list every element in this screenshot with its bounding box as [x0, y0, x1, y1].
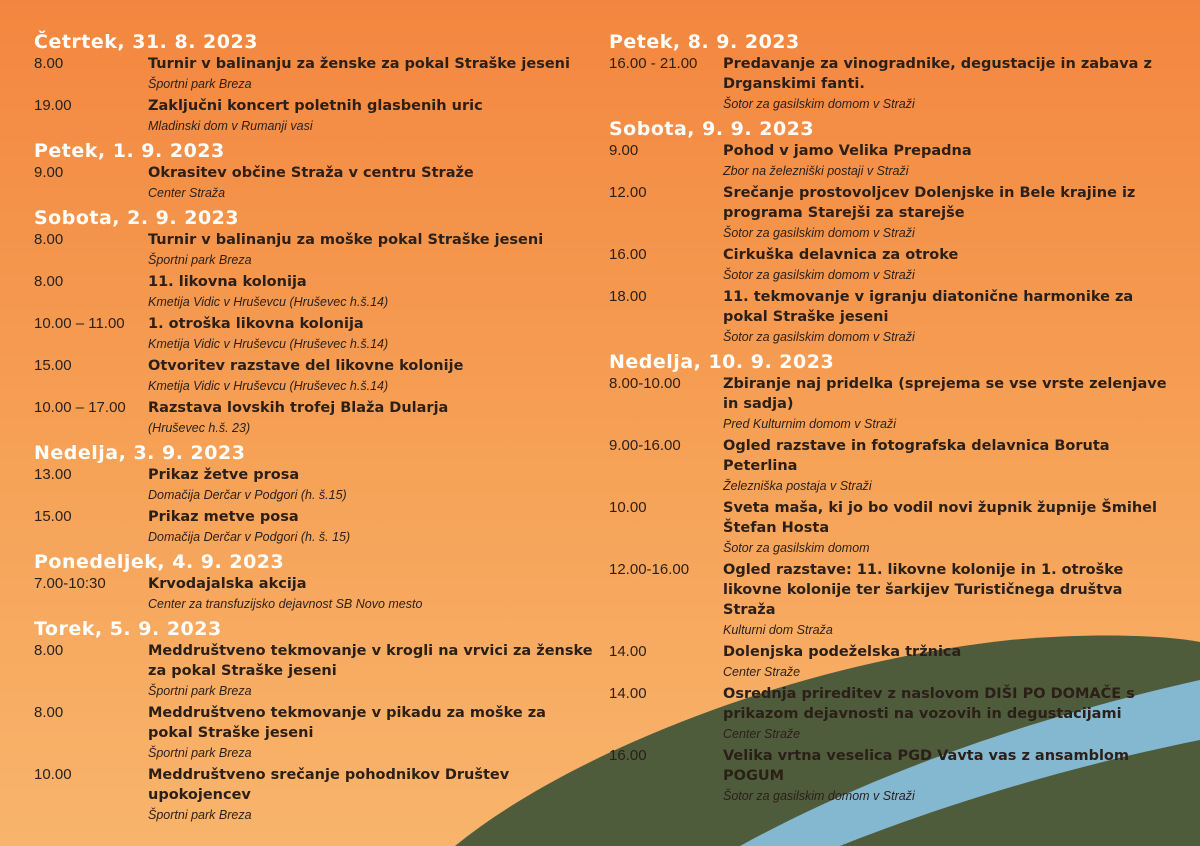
day-heading: Petek, 1. 9. 2023 — [34, 140, 225, 162]
day-heading: Petek, 8. 9. 2023 — [609, 31, 800, 53]
event-time: 8.00-10.00 — [609, 375, 681, 392]
event-title: Sveta maša, ki jo bo vodil novi župnik župnije Šmihel Štefan Hosta — [723, 500, 1157, 536]
event-row — [34, 507, 594, 546]
event-time: 12.00-16.00 — [609, 561, 690, 578]
event-title: 11. likovna kolonija — [148, 274, 307, 290]
event-location: Center Straža — [148, 186, 226, 200]
event-info — [148, 272, 594, 311]
event-info — [723, 141, 1179, 180]
event-row — [34, 703, 594, 762]
event-row — [34, 574, 594, 613]
day-section — [34, 441, 594, 546]
event-info — [723, 54, 1179, 113]
event-time: 18.00 — [609, 288, 647, 305]
event-location: Center Straže — [723, 665, 801, 679]
event-location: Center za transfuzijsko dejavnost SB Novo mesto — [148, 597, 423, 611]
event-time: 12.00 — [609, 184, 647, 201]
event-title: Turnir v balinanju za moške pokal Straške jeseni — [148, 232, 544, 248]
event-location: Športni park Breza — [148, 77, 252, 91]
event-location: Kmetija Vidic v Hruševcu (Hruševec h.š.14) — [148, 295, 389, 309]
event-row — [609, 183, 1179, 242]
event-location: Pred Kulturnim domom v Straži — [723, 417, 896, 431]
event-info — [723, 642, 1179, 681]
event-info — [148, 574, 594, 613]
event-row — [609, 746, 1179, 805]
event-info — [723, 183, 1179, 242]
event-time: 19.00 — [34, 97, 72, 114]
event-title: Zbiranje naj pridelka (sprejema se vse vrste zelenjave in sadja) — [723, 376, 1167, 412]
event-location: Kulturni dom Straža — [723, 623, 833, 637]
event-title: Ogled razstave in fotografska delavnica Boruta Peterlina — [723, 438, 1110, 474]
event-info — [148, 163, 594, 202]
event-row — [609, 642, 1179, 681]
day-section — [609, 350, 1179, 805]
event-time: 14.00 — [609, 685, 647, 702]
event-title: 11. tekmovanje v igranju diatonične harmonike za pokal Straške jeseni — [723, 289, 1134, 325]
event-location: Šotor za gasilskim domom v Straži — [723, 330, 915, 344]
event-time: 13.00 — [34, 466, 72, 483]
event-row — [34, 163, 594, 202]
event-row — [609, 560, 1179, 639]
event-time: 8.00 — [34, 704, 64, 721]
day-section — [34, 206, 594, 437]
event-title: Pohod v jamo Velika Prepadna — [723, 143, 972, 159]
event-location: Domačija Derčar v Podgori (h. š.15) — [148, 488, 347, 502]
event-info — [148, 314, 594, 353]
event-location: Športni park Breza — [148, 746, 252, 760]
event-info — [148, 641, 594, 700]
event-row — [34, 398, 594, 437]
event-location: Športni park Breza — [148, 808, 252, 822]
right-column — [609, 30, 1179, 809]
event-row — [609, 54, 1179, 113]
event-info — [148, 356, 594, 395]
day-heading: Nedelja, 3. 9. 2023 — [34, 442, 246, 464]
event-time: 8.00 — [34, 642, 64, 659]
event-location: Zbor na železniški postaji v Straži — [723, 164, 909, 178]
event-row — [609, 374, 1179, 433]
event-info — [723, 436, 1179, 495]
event-title: Okrasitev občine Straža v centru Straže — [148, 165, 474, 181]
event-title: Meddruštveno tekmovanje v pikadu za moške za pokal Straške jeseni — [148, 705, 546, 741]
event-row — [609, 436, 1179, 495]
event-location: Šotor za gasilskim domom v Straži — [723, 789, 915, 803]
event-location: Šotor za gasilskim domom v Straži — [723, 226, 915, 240]
event-info — [723, 287, 1179, 346]
event-title: Osrednja prireditev z naslovom DIŠI PO DOMAČE s prikazom dejavnosti na vozovih in degustacijami — [723, 686, 1135, 722]
event-title: Krvodajalska akcija — [148, 576, 307, 592]
event-location: Center Straže — [723, 727, 801, 741]
event-info — [148, 230, 594, 269]
day-heading: Nedelja, 10. 9. 2023 — [609, 351, 835, 373]
event-info — [148, 703, 594, 762]
event-time: 15.00 — [34, 357, 72, 374]
event-time: 16.00 — [609, 747, 647, 764]
event-location: Športni park Breza — [148, 684, 252, 698]
day-section — [609, 117, 1179, 346]
day-section — [34, 139, 594, 202]
day-section — [609, 30, 1179, 113]
event-time: 10.00 — [34, 766, 72, 783]
event-info — [723, 498, 1179, 557]
event-time: 16.00 — [609, 246, 647, 263]
event-time: 7.00-10:30 — [34, 575, 106, 592]
event-time: 9.00 — [34, 164, 64, 181]
event-row — [609, 684, 1179, 743]
day-heading: Sobota, 2. 9. 2023 — [34, 207, 240, 229]
event-info — [148, 507, 594, 546]
event-title: Meddruštveno tekmovanje v krogli na vrvici za ženske za pokal Straške jeseni — [148, 643, 593, 679]
event-location: (Hruševec h.š. 23) — [148, 421, 251, 435]
event-title: Dolenjska podeželska tržnica — [723, 644, 962, 660]
event-time: 9.00 — [609, 142, 639, 159]
event-title: Predavanje za vinogradnike, degustacije in zabava z Drganskimi fanti. — [723, 56, 1152, 92]
event-row — [34, 54, 594, 93]
event-location: Domačija Derčar v Podgori (h. š. 15) — [148, 530, 351, 544]
event-row — [34, 356, 594, 395]
day-section — [34, 617, 594, 824]
event-row — [34, 230, 594, 269]
day-section — [34, 550, 594, 613]
event-location: Kmetija Vidic v Hruševcu (Hruševec h.š.14) — [148, 379, 389, 393]
event-time: 9.00-16.00 — [609, 437, 681, 454]
event-location: Mladinski dom v Rumanji vasi — [148, 119, 313, 133]
event-time: 15.00 — [34, 508, 72, 525]
event-location: Šotor za gasilskim domom v Straži — [723, 268, 915, 282]
event-info — [148, 465, 594, 504]
event-time: 10.00 – 17.00 — [34, 399, 126, 416]
event-title: Zaključni koncert poletnih glasbenih uric — [148, 98, 483, 114]
day-heading: Torek, 5. 9. 2023 — [34, 618, 222, 640]
event-location: Šotor za gasilskim domom — [723, 541, 870, 555]
event-time: 14.00 — [609, 643, 647, 660]
event-info — [723, 245, 1179, 284]
event-title: Ogled razstave: 11. likovne kolonije in 1. otroške likovne kolonije ter šarkijev Turističnega društva Straža — [723, 562, 1124, 618]
event-info — [148, 765, 594, 824]
event-row — [34, 314, 594, 353]
event-title: Otvoritev razstave del likovne kolonije — [148, 358, 464, 374]
event-row — [34, 96, 594, 135]
event-time: 10.00 — [609, 499, 647, 516]
event-info — [723, 746, 1179, 805]
day-heading: Sobota, 9. 9. 2023 — [609, 118, 815, 140]
event-row — [34, 641, 594, 700]
event-info — [148, 54, 594, 93]
event-time: 8.00 — [34, 273, 64, 290]
left-column — [34, 30, 594, 828]
event-title: Prikaz metve posa — [148, 509, 299, 525]
event-row — [34, 465, 594, 504]
day-heading: Četrtek, 31. 8. 2023 — [34, 31, 258, 53]
event-title: Prikaz žetve prosa — [148, 467, 300, 483]
event-info — [723, 684, 1179, 743]
event-location: Železniška postaja v Straži — [723, 479, 872, 493]
day-heading: Ponedeljek, 4. 9. 2023 — [34, 551, 285, 573]
event-row — [609, 498, 1179, 557]
event-row — [34, 765, 594, 824]
event-title: Cirkuška delavnica za otroke — [723, 247, 959, 263]
event-title: Velika vrtna veselica PGD Vavta vas z ansamblom POGUM — [723, 748, 1129, 784]
event-title: Srečanje prostovoljcev Dolenjske in Bele krajine iz programa Starejši za starejše — [723, 185, 1136, 221]
event-row — [609, 287, 1179, 346]
event-info — [148, 398, 594, 437]
event-title: Razstava lovskih trofej Blaža Dularja — [148, 400, 449, 416]
event-time: 10.00 – 11.00 — [34, 315, 125, 332]
event-title: Meddruštveno srečanje pohodnikov Društev upokojencev — [148, 767, 510, 803]
event-location: Šotor za gasilskim domom v Straži — [723, 97, 915, 111]
event-time: 8.00 — [34, 55, 64, 72]
event-time: 16.00 - 21.00 — [609, 55, 698, 72]
day-section — [34, 30, 594, 135]
event-row — [34, 272, 594, 311]
event-info — [723, 374, 1179, 433]
event-row — [609, 141, 1179, 180]
event-row — [609, 245, 1179, 284]
event-location: Kmetija Vidic v Hruševcu (Hruševec h.š.14) — [148, 337, 389, 351]
event-info — [148, 96, 594, 135]
event-location: Športni park Breza — [148, 253, 252, 267]
event-title: 1. otroška likovna kolonija — [148, 316, 364, 332]
event-title: Turnir v balinanju za ženske za pokal Straške jeseni — [148, 56, 570, 72]
event-info — [723, 560, 1179, 639]
event-time: 8.00 — [34, 231, 64, 248]
